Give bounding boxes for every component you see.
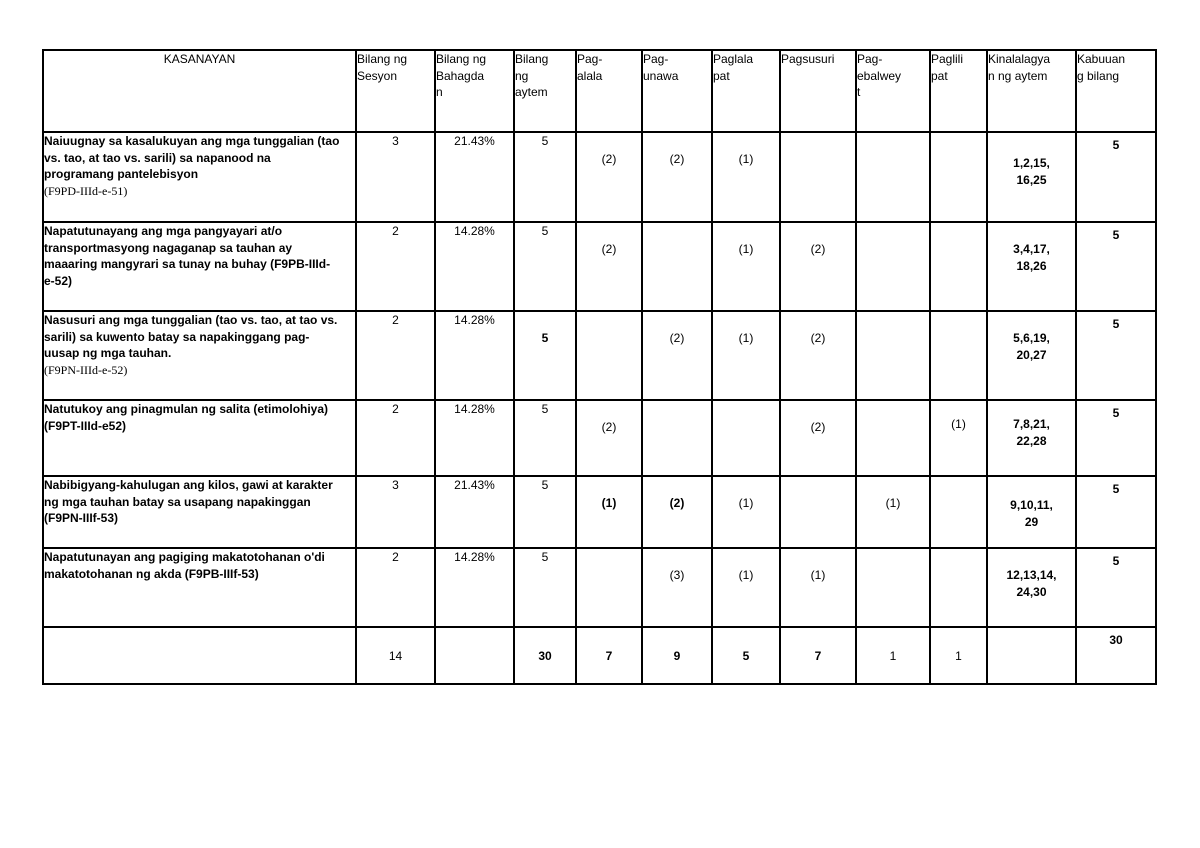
percent-cell: 21.43% bbox=[435, 132, 514, 222]
pag-alala-cell: (2) bbox=[576, 222, 642, 311]
paglalapat-cell: (1) bbox=[712, 222, 780, 311]
competency-cell: Napatutunayang ang mga pangyayari at/o transportmasyong nagaganap sa tauhan ay maaaring mangyrari sa tunay na buhay (F9PB-IIId- e-52) bbox=[43, 222, 356, 311]
total-sessions-cell: 14 bbox=[356, 627, 435, 684]
header-pag-alala: Pag- alala bbox=[576, 50, 642, 132]
pag-unawa-cell: (2) bbox=[642, 311, 712, 400]
pagsusuri-cell: (2) bbox=[780, 222, 856, 311]
paglalapat-cell: (1) bbox=[712, 311, 780, 400]
pag-unawa-cell: (2) bbox=[642, 476, 712, 548]
pag-alala-cell: (1) bbox=[576, 476, 642, 548]
total-percent-cell bbox=[435, 627, 514, 684]
competency-cell: Nasusuri ang mga tunggalian (tao vs. tao, at tao vs. sarili) sa kuwento batay sa napakinggang pag- uusap ng mga tauhan. (F9PN-IIId-e-52) bbox=[43, 311, 356, 400]
table-row bbox=[43, 548, 1156, 627]
total-location-cell bbox=[987, 627, 1076, 684]
items-cell: 5 bbox=[514, 222, 576, 311]
row-total-cell: 5 bbox=[1076, 548, 1156, 627]
pag-alala-cell: (2) bbox=[576, 132, 642, 222]
table-row bbox=[43, 132, 1156, 222]
sessions-cell: 2 bbox=[356, 400, 435, 476]
header-paglalapat: Paglala pat bbox=[712, 50, 780, 132]
sessions-cell: 3 bbox=[356, 132, 435, 222]
pag-ebalweyt-cell bbox=[856, 222, 930, 311]
header-kabuuan: Kabuuan g bilang bbox=[1076, 50, 1156, 132]
pag-unawa-cell bbox=[642, 222, 712, 311]
pag-alala-cell bbox=[576, 548, 642, 627]
pag-ebalweyt-cell bbox=[856, 400, 930, 476]
paglilipat-cell bbox=[930, 476, 987, 548]
competency-cell: Nabibigyang-kahulugan ang kilos, gawi at karakter ng mga tauhan batay sa usapang napakinggan (F9PN-IIIf-53) bbox=[43, 476, 356, 548]
paglilipat-cell bbox=[930, 311, 987, 400]
paglalapat-cell: (1) bbox=[712, 476, 780, 548]
total-pagsusuri-cell: 7 bbox=[780, 627, 856, 684]
pag-unawa-cell bbox=[642, 400, 712, 476]
items-cell: 5 bbox=[514, 548, 576, 627]
header-pag-ebalweyt: Pag- ebalwey t bbox=[856, 50, 930, 132]
table-row bbox=[43, 476, 1156, 548]
paglalapat-cell bbox=[712, 400, 780, 476]
competency-cell: Naiuugnay sa kasalukuyan ang mga tunggalian (tao vs. tao, at tao vs. sarili) sa napanood na programang pantelebisyon (F9PD-IIId-e-51) bbox=[43, 132, 356, 222]
row-total-cell: 5 bbox=[1076, 400, 1156, 476]
pagsusuri-cell: (1) bbox=[780, 548, 856, 627]
total-paglilipat-cell: 1 bbox=[930, 627, 987, 684]
header-paglilipat: Paglili pat bbox=[930, 50, 987, 132]
sessions-cell: 3 bbox=[356, 476, 435, 548]
totals-row bbox=[43, 627, 1156, 684]
pagsusuri-cell: (2) bbox=[780, 311, 856, 400]
pag-ebalweyt-cell bbox=[856, 132, 930, 222]
pag-ebalweyt-cell bbox=[856, 548, 930, 627]
header-row bbox=[43, 50, 1156, 132]
row-total-cell: 5 bbox=[1076, 132, 1156, 222]
pag-ebalweyt-cell: (1) bbox=[856, 476, 930, 548]
item-location-cell: 1,2,15, 16,25 bbox=[987, 132, 1076, 222]
item-location-cell: 3,4,17, 18,26 bbox=[987, 222, 1076, 311]
pagsusuri-cell: (2) bbox=[780, 400, 856, 476]
total-pag-unawa-cell: 9 bbox=[642, 627, 712, 684]
paglilipat-cell bbox=[930, 132, 987, 222]
table-row bbox=[43, 222, 1156, 311]
pag-alala-cell bbox=[576, 311, 642, 400]
paglilipat-cell: (1) bbox=[930, 400, 987, 476]
percent-cell: 21.43% bbox=[435, 476, 514, 548]
competency-cell: Natutukoy ang pinagmulan ng salita (etimolohiya) (F9PT-IIId-e52) bbox=[43, 400, 356, 476]
grand-total-cell: 30 bbox=[1076, 627, 1156, 684]
totals-label-cell bbox=[43, 627, 356, 684]
header-kasanayan: KASANAYAN bbox=[43, 50, 356, 132]
sessions-cell: 2 bbox=[356, 222, 435, 311]
item-location-cell: 12,13,14, 24,30 bbox=[987, 548, 1076, 627]
total-paglalapat-cell: 5 bbox=[712, 627, 780, 684]
header-bilang-sesyon: Bilang ng Sesyon bbox=[356, 50, 435, 132]
table-row bbox=[43, 400, 1156, 476]
header-pagsusuri: Pagsusuri bbox=[780, 50, 856, 132]
header-bahagdan: Bilang ng Bahagda n bbox=[435, 50, 514, 132]
sessions-cell: 2 bbox=[356, 548, 435, 627]
percent-cell: 14.28% bbox=[435, 548, 514, 627]
pag-ebalweyt-cell bbox=[856, 311, 930, 400]
items-cell: 5 bbox=[514, 476, 576, 548]
row-total-cell: 5 bbox=[1076, 311, 1156, 400]
items-cell: 5 bbox=[514, 132, 576, 222]
row-total-cell: 5 bbox=[1076, 222, 1156, 311]
item-location-cell: 9,10,11, 29 bbox=[987, 476, 1076, 548]
pagsusuri-cell bbox=[780, 476, 856, 548]
table-row bbox=[43, 311, 1156, 400]
total-items-cell: 30 bbox=[514, 627, 576, 684]
pag-unawa-cell: (2) bbox=[642, 132, 712, 222]
total-pag-alala-cell: 7 bbox=[576, 627, 642, 684]
sessions-cell: 2 bbox=[356, 311, 435, 400]
items-cell: 5 bbox=[514, 400, 576, 476]
header-pag-unawa: Pag- unawa bbox=[642, 50, 712, 132]
pag-alala-cell: (2) bbox=[576, 400, 642, 476]
header-kinalalagyan: Kinalalagya n ng aytem bbox=[987, 50, 1076, 132]
row-total-cell: 5 bbox=[1076, 476, 1156, 548]
paglalapat-cell: (1) bbox=[712, 548, 780, 627]
items-cell: 5 bbox=[514, 311, 576, 400]
competency-cell: Napatutunayan ang pagiging makatotohanan o'di makatotohanan ng akda (F9PB-IIIf-53) bbox=[43, 548, 356, 627]
pag-unawa-cell: (3) bbox=[642, 548, 712, 627]
pagsusuri-cell bbox=[780, 132, 856, 222]
percent-cell: 14.28% bbox=[435, 222, 514, 311]
header-bilang-aytem: Bilang ng aytem bbox=[514, 50, 576, 132]
paglalapat-cell: (1) bbox=[712, 132, 780, 222]
paglilipat-cell bbox=[930, 222, 987, 311]
total-pag-ebalweyt-cell: 1 bbox=[856, 627, 930, 684]
item-location-cell: 7,8,21, 22,28 bbox=[987, 400, 1076, 476]
table-of-specifications bbox=[42, 49, 1157, 685]
percent-cell: 14.28% bbox=[435, 400, 514, 476]
percent-cell: 14.28% bbox=[435, 311, 514, 400]
paglilipat-cell bbox=[930, 548, 987, 627]
item-location-cell: 5,6,19, 20,27 bbox=[987, 311, 1076, 400]
